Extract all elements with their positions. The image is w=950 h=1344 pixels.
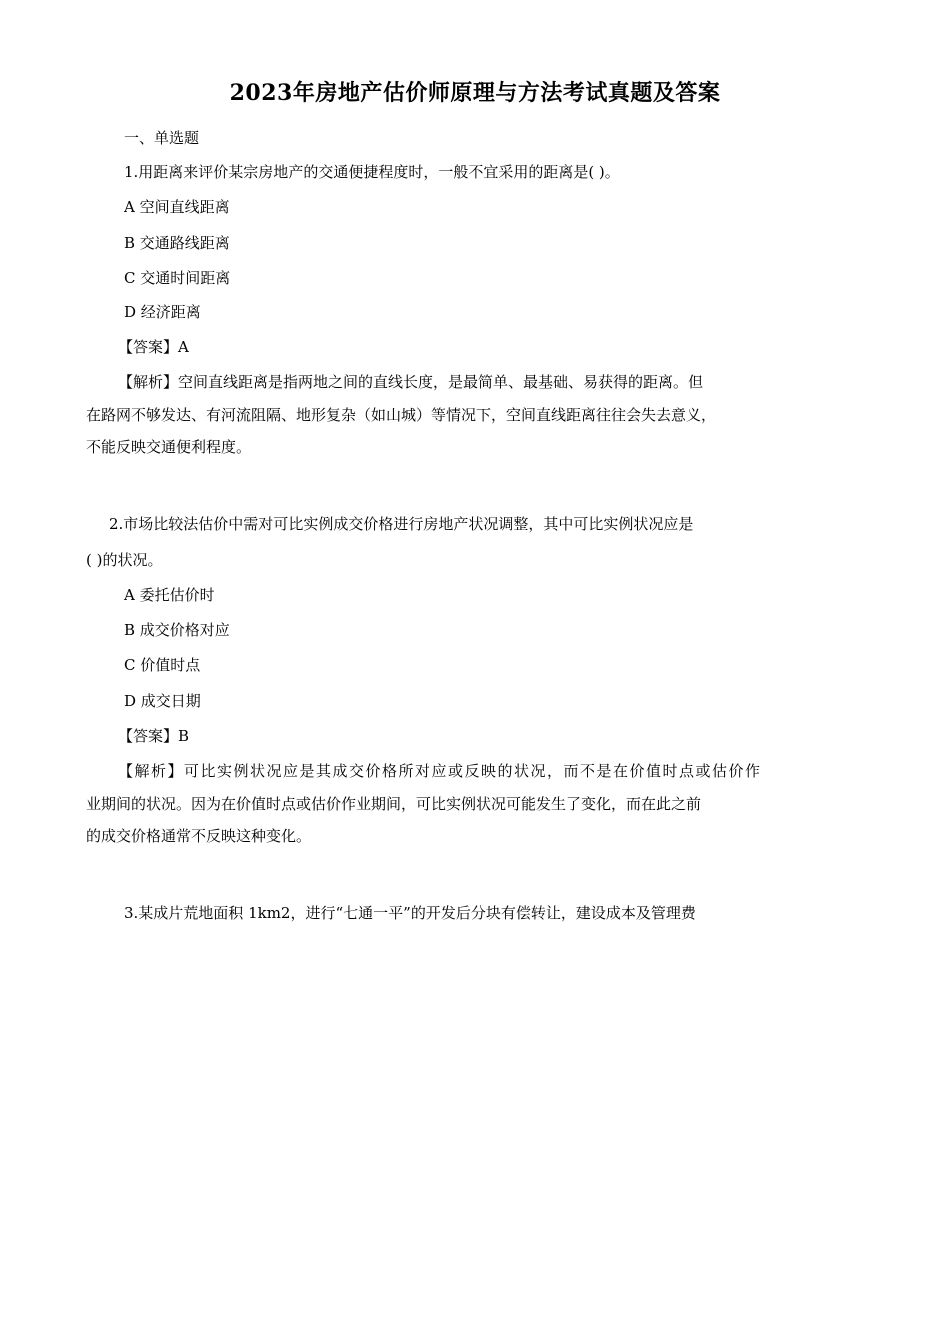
question-3-stem: 3.某成片荒地面积 1km2，进行“七通一平”的开发后分块有偿转让，建设成本及管理费 [124,904,696,922]
question-1-analysis-line: 不能反映交通便利程度。 [86,438,252,456]
question-1-analysis-line: 【解析】空间直线距离是指两地之间的直线长度，是最简单、最基础、易获得的距离。但 [118,373,704,391]
question-1-option-d: D 经济距离 [124,303,201,321]
question-2-option-b: B 成交价格对应 [124,621,230,639]
question-1-option-a: A 空间直线距离 [124,198,230,216]
question-2-analysis-line: 的成交价格通常不反映这种变化。 [86,827,312,845]
question-1-stem: 1.用距离来评价某宗房地产的交通便捷程度时，一般不宜采用的距离是( )。 [124,163,620,181]
question-1-option-c: C 交通时间距离 [124,269,231,287]
question-2-stem: 2.市场比较法估价中需对可比实例成交价格进行房地产状况调整，其中可比实例状况应是 [109,515,694,533]
question-1-option-b: B 交通路线距离 [124,234,230,252]
question-2-stem-cont: ( )的状况。 [86,551,163,569]
question-2-option-a: A 委托估价时 [124,586,215,604]
page-title: 2023年房地产估价师原理与方法考试真题及答案 [229,80,721,106]
question-2-answer: 【答案】B [118,727,190,745]
question-2-option-d: D 成交日期 [124,692,201,710]
question-2-analysis-line: 【解析】可比实例状况应是其成交价格所对应或反映的状况，而不是在价值时点或估价作 [118,762,762,780]
question-1-answer: 【答案】A [118,338,189,356]
question-2-analysis-line: 业期间的状况。因为在价值时点或估价作业期间，可比实例状况可能发生了变化，而在此之前 [86,795,702,813]
question-2-option-c: C 价值时点 [124,656,201,674]
section-heading: 一、单选题 [124,129,200,147]
question-1-analysis-line: 在路网不够发达、有河流阻隔、地形复杂（如山城）等情况下，空间直线距离往往会失去意义， [86,406,717,424]
